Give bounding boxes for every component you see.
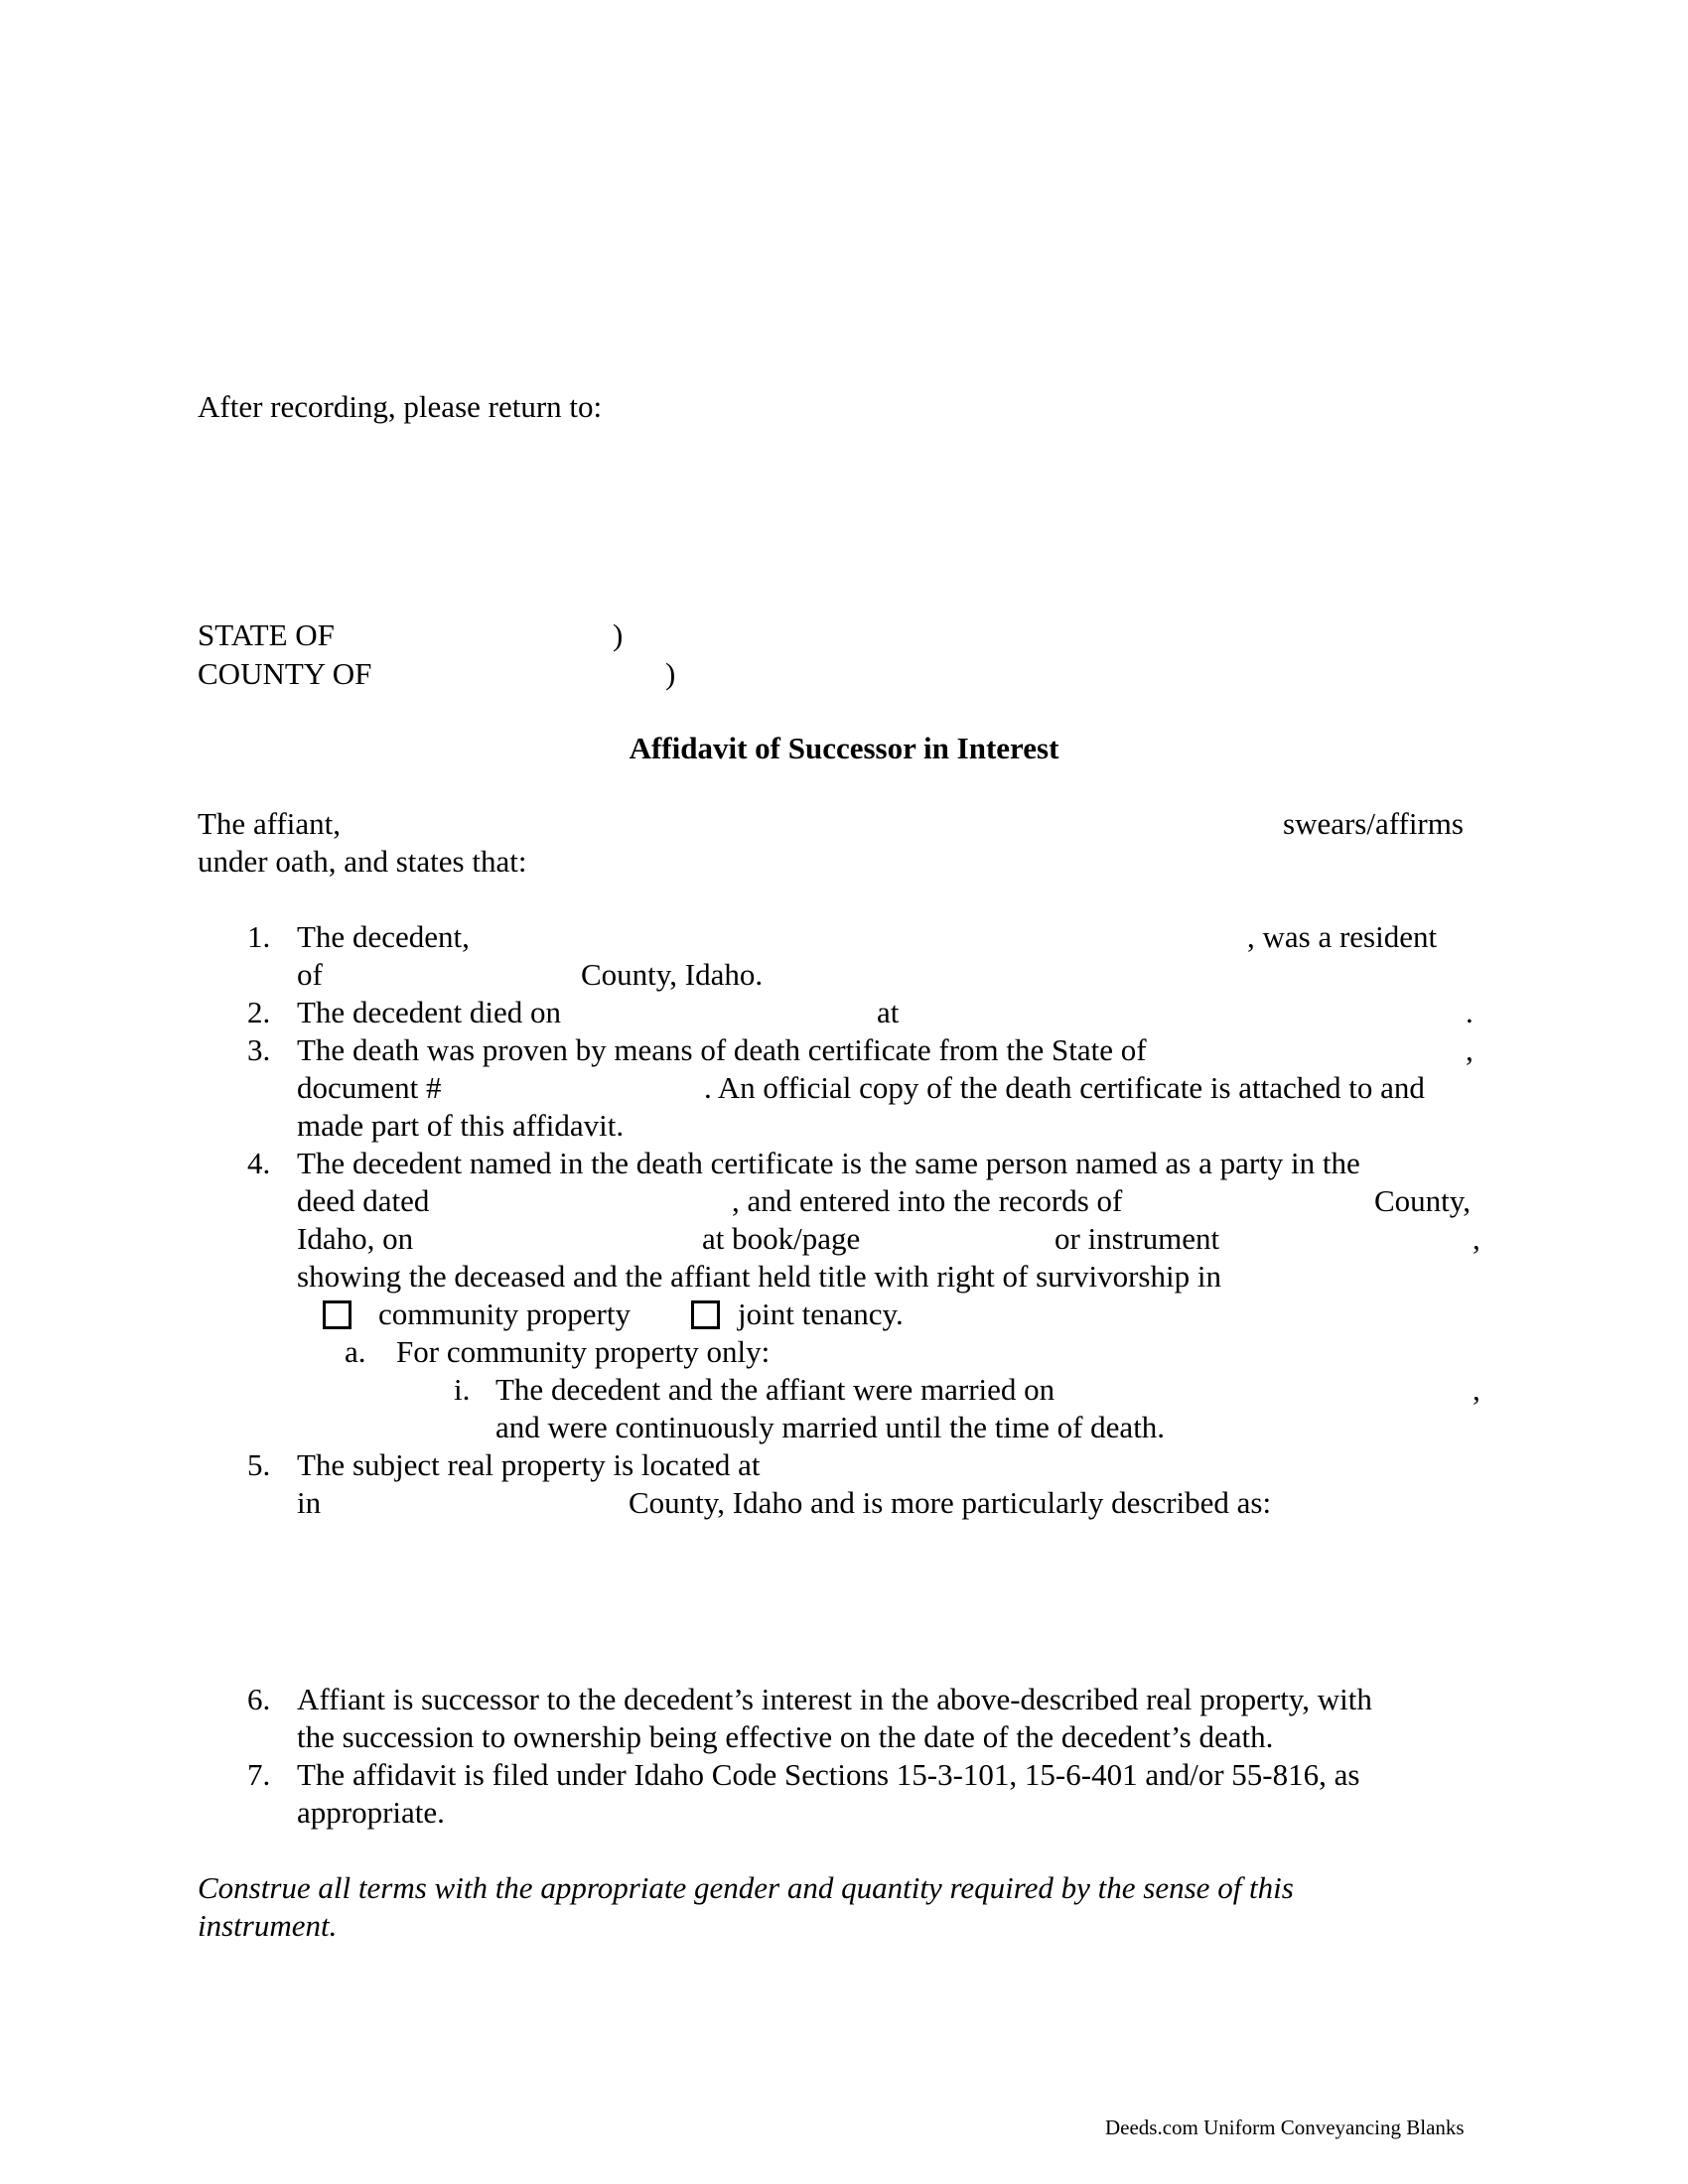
community-property-label: community property — [378, 1297, 631, 1331]
footer-text: Deeds.com Uniform Conveyancing Blanks — [1105, 2116, 1465, 2139]
item-4-text-f: at book/page — [702, 1221, 861, 1256]
sub-item-i-text-a: The decedent and the affiant were married on — [495, 1372, 1055, 1407]
item-2-text-c: . — [1466, 995, 1474, 1029]
document-title: Affidavit of Successor in Interest — [629, 731, 1059, 765]
item-3-text-b: , — [1466, 1032, 1474, 1067]
item-4-text-b: deed dated — [297, 1183, 430, 1218]
sub-item-i-text-b: , — [1473, 1372, 1480, 1407]
item-4-text-e: Idaho, on — [297, 1221, 414, 1256]
intro-oath: under oath, and states that: — [198, 844, 527, 879]
joint-tenancy-checkbox[interactable] — [691, 1300, 720, 1329]
construe-line-2: instrument. — [198, 1908, 338, 1943]
item-4-text-c: , and entered into the records of — [732, 1183, 1123, 1218]
item-number-7: 7. — [247, 1757, 271, 1792]
sub-item-a-text: For community property only: — [396, 1334, 771, 1369]
item-4-text-d: County, — [1374, 1183, 1472, 1218]
item-3-text-e: made part of this affidavit. — [297, 1108, 625, 1143]
item-3-text-c: document # — [297, 1070, 442, 1105]
item-4-text-g: or instrument — [1055, 1221, 1220, 1256]
sub-item-i-text-c: and were continuously married until the time of death. — [495, 1410, 1166, 1444]
item-6-text-b: the succession to ownership being effective on the date of the decedent’s death. — [297, 1719, 1274, 1754]
item-6-text-a: Affiant is successor to the decedent’s interest in the above-described real property, with — [297, 1682, 1372, 1716]
item-1-text-d: County, Idaho. — [581, 957, 764, 992]
item-number-5: 5. — [247, 1447, 271, 1482]
state-of-label: STATE OF — [198, 617, 335, 652]
item-1-text-c: of — [297, 957, 323, 992]
sub-item-i-marker: i. — [454, 1372, 471, 1407]
county-paren: ) — [665, 656, 676, 691]
item-5-text-b: in — [297, 1485, 322, 1520]
item-number-6: 6. — [247, 1682, 271, 1716]
joint-tenancy-label: joint tenancy. — [738, 1297, 904, 1331]
item-3-text-d: . An official copy of the death certificate is attached to and — [704, 1070, 1425, 1105]
item-4-text-a: The decedent named in the death certificate is the same person named as a party in the — [297, 1146, 1360, 1180]
item-1-text-a: The decedent, — [297, 919, 470, 954]
item-2-text-a: The decedent died on — [297, 995, 561, 1029]
intro-swears: swears/affirms — [1283, 806, 1464, 841]
item-number-2: 2. — [247, 995, 271, 1029]
item-5-text-a: The subject real property is located at — [297, 1447, 761, 1482]
community-property-checkbox[interactable] — [323, 1300, 352, 1329]
item-number-4: 4. — [247, 1146, 271, 1180]
item-number-3: 3. — [247, 1032, 271, 1067]
item-5-text-c: County, Idaho and is more particularly described as: — [629, 1485, 1272, 1520]
state-paren: ) — [613, 617, 624, 652]
item-4-text-h: , — [1473, 1221, 1480, 1256]
construe-line-1: Construe all terms with the appropriate gender and quantity required by the sense of this — [198, 1870, 1294, 1905]
county-of-label: COUNTY OF — [198, 656, 372, 691]
item-7-text-b: appropriate. — [297, 1795, 445, 1830]
item-number-1: 1. — [247, 919, 271, 954]
item-1-text-b: , was a resident — [1247, 919, 1438, 954]
return-to-label: After recording, please return to: — [198, 389, 603, 424]
item-4-text-i: showing the deceased and the affiant held title with right of survivorship in — [297, 1259, 1221, 1294]
sub-item-a-marker: a. — [345, 1334, 366, 1369]
item-7-text-a: The affidavit is filed under Idaho Code Sections 15-3-101, 15-6-401 and/or 55-816, as — [297, 1757, 1360, 1792]
intro-affiant: The affiant, — [198, 806, 342, 841]
item-2-text-b: at — [877, 995, 900, 1029]
item-3-text-a: The death was proven by means of death certificate from the State of — [297, 1032, 1147, 1067]
